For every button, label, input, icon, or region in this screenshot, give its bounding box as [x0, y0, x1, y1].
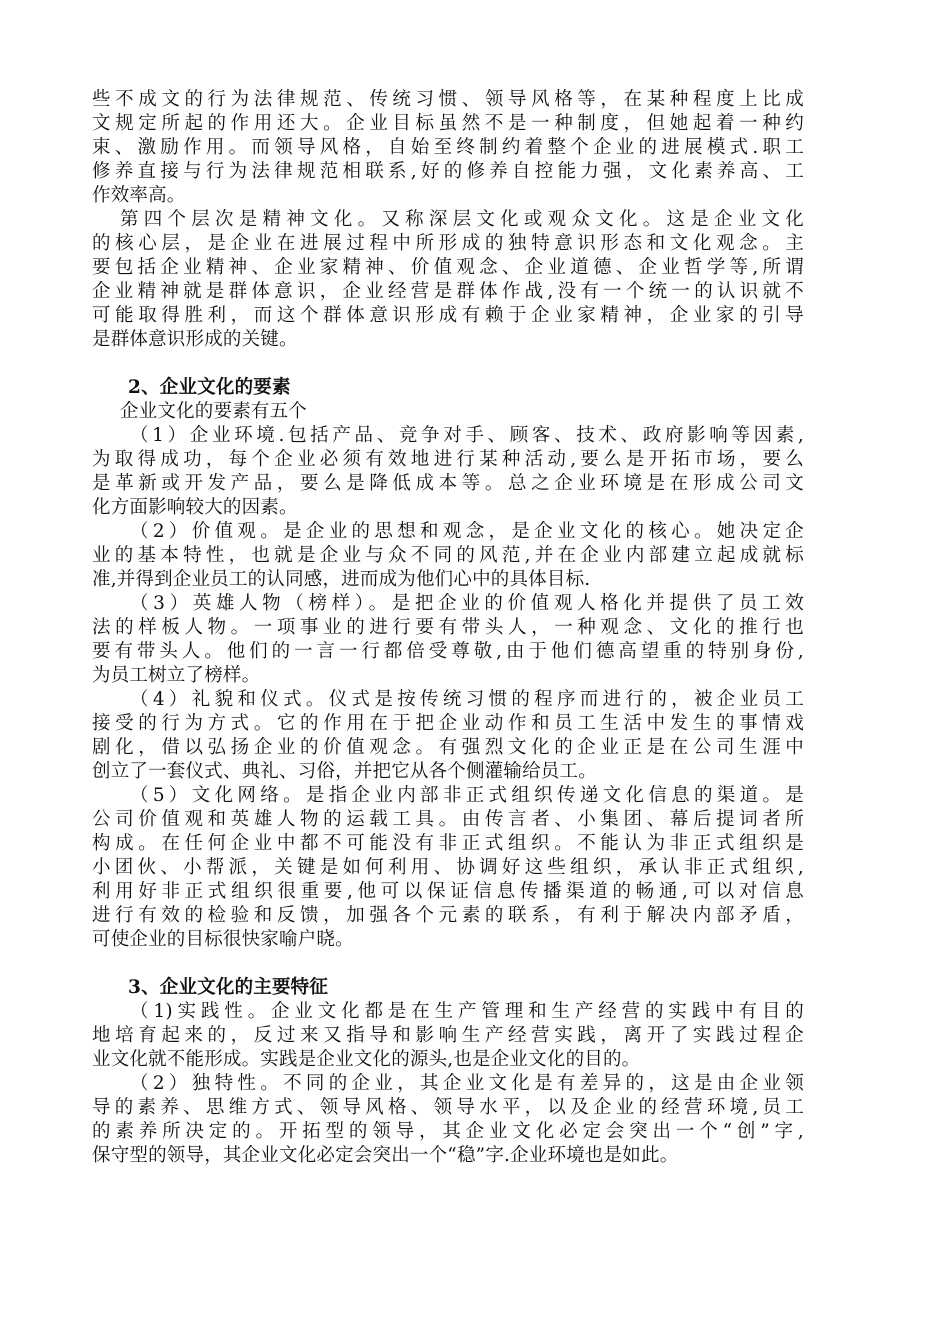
text-line: 些不成文的行为法律规范、传统习惯、领导风格等，在某种程度上比成	[92, 89, 804, 110]
text-line: 剧化，借以弘扬企业的价值观念。有强烈文化的企业正是在公司生涯中	[92, 737, 804, 758]
text-line: 公司价值观和英雄人物的运载工具。由传言者、小集团、幕后提词者所	[92, 809, 804, 830]
text-line: 可使企业的目标很快家喻户晓。	[92, 929, 354, 950]
paragraph-spiritual-culture	[92, 208, 804, 352]
text-line: 是群体意识形成的关键。	[92, 329, 298, 350]
text-line: 化方面影响较大的因素。	[92, 497, 298, 518]
text-line: 的核心层，是企业在进展过程中所形成的独特意识形态和文化观念。主	[92, 233, 804, 254]
document-body	[92, 88, 804, 1168]
text-line: （3）英雄人物（榜样）。是把企业的价值观人格化并提供了员工效	[130, 593, 804, 614]
text-line: 导的素养、思维方式、领导风格、领导水平，以及企业的经营环境,员工	[92, 1097, 804, 1118]
elements-intro: 企业文化的要素有五个	[120, 401, 308, 422]
text-line: 要包括企业精神、企业家精神、价值观念、企业道德、企业哲学等,所谓	[92, 257, 804, 278]
text-line: （4）礼貌和仪式。仪式是按传统习惯的程序而进行的，被企业员工	[130, 689, 804, 710]
text-line: 第四个层次是精神文化。又称深层文化或观众文化。这是企业文化	[120, 209, 804, 230]
element-item-rituals	[92, 688, 804, 784]
text-line: （5）文化网络。是指企业内部非正式组织传递文化信息的渠道。是	[130, 785, 804, 806]
text-line: 进行有效的检验和反馈，加强各个元素的联系，有利于解决内部矛盾，	[92, 905, 804, 926]
text-line: 可能取得胜利，而这个群体意识形成有赖于企业家精神，企业家的引导	[92, 305, 804, 326]
text-line: 利用好非正式组织很重要,他可以保证信息传播渠道的畅通,可以对信息	[92, 881, 804, 902]
text-line: 创立了一套仪式、典礼、习俗，并把它从各个侧灌输给员工。	[92, 761, 597, 782]
text-line: 保守型的领导，其企业文化必定会突出一个“稳”字.企业环境也是如此。	[92, 1145, 679, 1166]
text-line: 是革新或开发产品，要么是降低成本等。总之企业环境是在形成公司文	[92, 473, 804, 494]
text-line: 地培育起来的，反过来又指导和影响生产经营实践，离开了实践过程企	[92, 1025, 804, 1046]
text-line: 为取得成功，每个企业必须有效地进行某种活动,要么是开拓市场，要么	[92, 449, 804, 470]
text-line: 准,并得到企业员工的认同感，进而成为他们心中的具体目标.	[92, 569, 591, 590]
section-heading-elements: 2、企业文化的要素	[128, 377, 291, 398]
text-line: 小团伙、小帮派，关键是如何利用、协调好这些组织，承认非正式组织,	[92, 857, 804, 878]
text-line: 业文化就不能形成。实践是企业文化的源头,也是企业文化的目的。	[92, 1049, 641, 1070]
text-line: （2）价值观。是企业的思想和观念，是企业文化的核心。她决定企	[130, 521, 804, 542]
intro-paragraph	[92, 88, 804, 208]
text-line: 束、激励作用。而领导风格，自始至终制约着整个企业的进展模式.职工	[92, 137, 804, 158]
element-item-environment	[92, 424, 804, 520]
element-item-network	[92, 784, 804, 952]
text-line: 接受的行为方式。它的作用在于把企业动作和员工生活中发生的事情戏	[92, 713, 804, 734]
element-item-values	[92, 520, 804, 592]
text-line: 要有带头人。他们的一言一行都倍受尊敬,由于他们德高望重的特别身份,	[92, 641, 804, 662]
text-line: （2）独特性。不同的企业，其企业文化是有差异的，这是由企业领	[130, 1073, 804, 1094]
text-line: （1)实践性。企业文化都是在生产管理和生产经营的实践中有目的	[130, 1001, 804, 1022]
text-line: 作效率高。	[92, 185, 186, 206]
spacer	[92, 352, 804, 376]
text-line: 为员工树立了榜样。	[92, 665, 261, 686]
feature-item-uniqueness	[92, 1072, 804, 1168]
text-line: （1）企业环境.包括产品、竞争对手、顾客、技术、政府影响等因素,	[130, 425, 804, 446]
section-heading-features: 3、企业文化的主要特征	[128, 977, 329, 998]
text-line: 文规定所起的作用还大。企业目标虽然不是一种制度，但她起着一种约	[92, 113, 804, 134]
spacer	[92, 952, 804, 976]
feature-item-practicality	[92, 1000, 804, 1072]
text-line: 修养直接与行为法律规范相联系,好的修养自控能力强，文化素养高、工	[92, 161, 804, 182]
element-item-heroes	[92, 592, 804, 688]
text-line: 业的基本特性，也就是企业与众不同的风范,并在企业内部建立起成就标	[92, 545, 804, 566]
text-line: 企业精神就是群体意识，企业经营是群体作战,没有一个统一的认识就不	[92, 281, 804, 302]
text-line: 构成。在任何企业中都不可能没有非正式组织。不能认为非正式组织是	[92, 833, 804, 854]
text-line: 的素养所决定的。开拓型的领导，其企业文化必定会突出一个“创”字,	[92, 1121, 804, 1142]
text-line: 法的样板人物。一项事业的进行要有带头人，一种观念、文化的推行也	[92, 617, 804, 638]
